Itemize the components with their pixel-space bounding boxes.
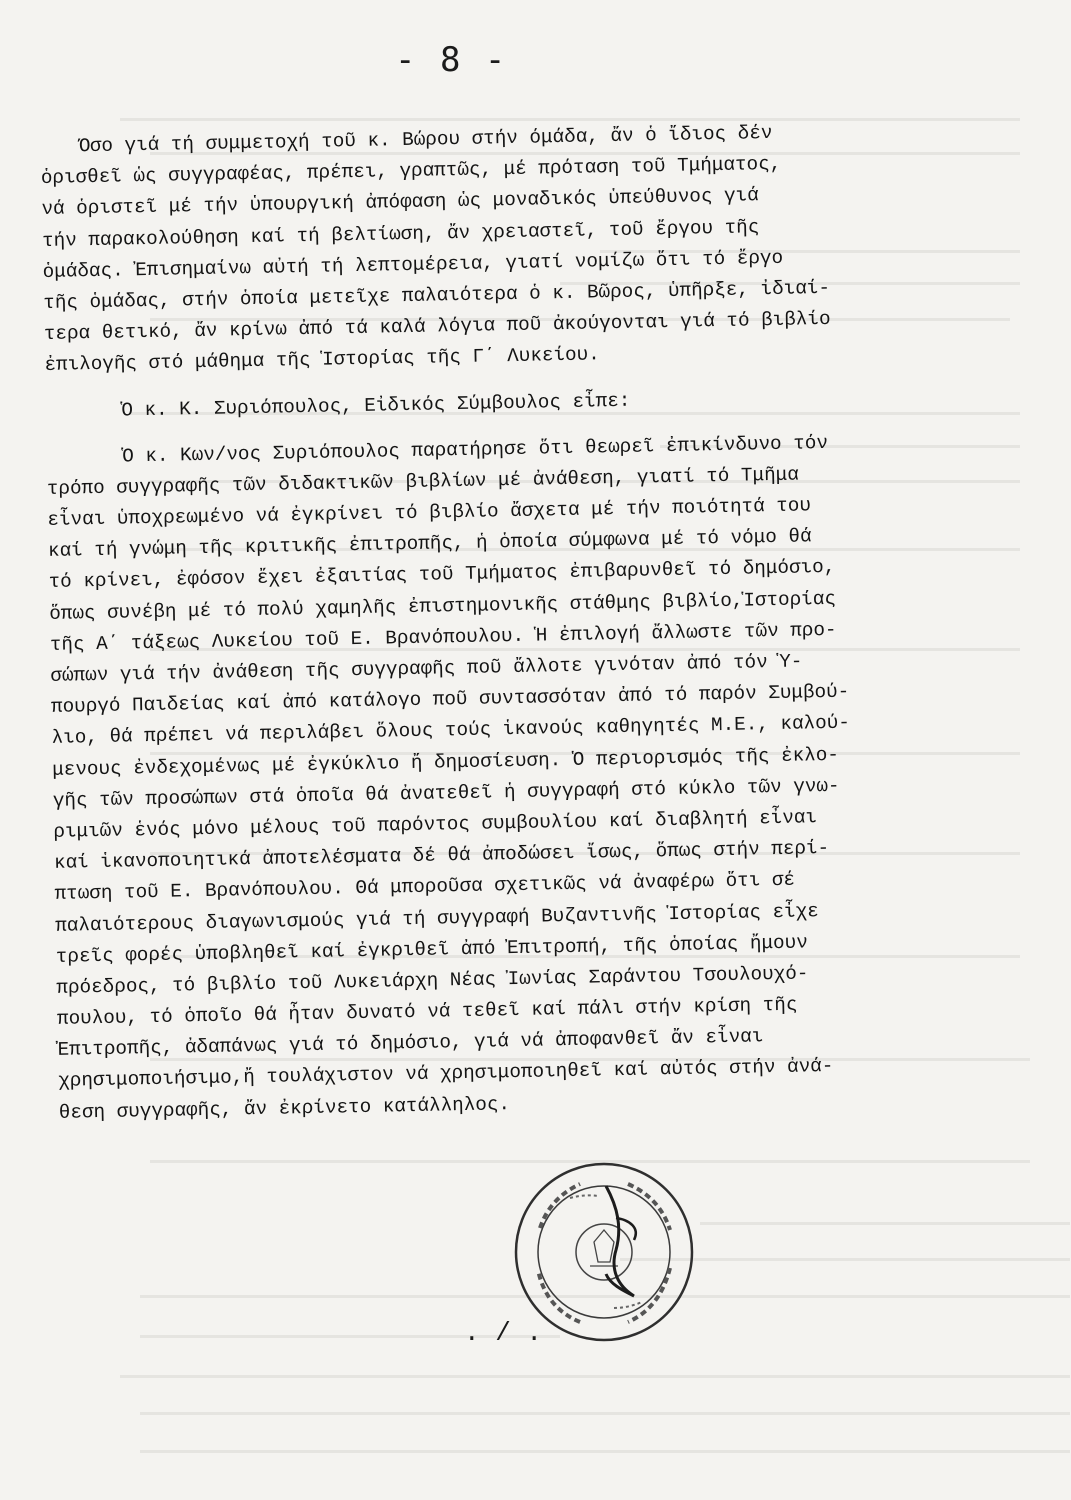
text-line: τερα θετικό, ἄν κρίνω ἀπό τά καλά λόγια ποῦ ἀκούγονται γιά τό βιβλίο bbox=[43, 307, 831, 346]
text-line: εἶναι ὑποχρεωμένο νά ἐγκρίνει τό βιβλίο ἄσχετα μέ τήν ποιότητά του bbox=[47, 494, 812, 531]
text-line: πρόεδρος, τό βιβλίο τοῦ Λυκειάρχη Νέας Ἰωνίας Σαράντου Τσουλουχό- bbox=[56, 962, 809, 999]
text-line: καί ἱκανοποιητικά ἀποτελέσματα δέ θά ἀποδώσει ἴσως, ὅπως στήν περί- bbox=[53, 837, 830, 874]
text-line: τῆς Α΄ τάξεως Λυκείου τοῦ Ε. Βρανόπουλου. Ἡ ἐπιλογή ἄλλωστε τῶν προ- bbox=[49, 618, 837, 656]
text-line: Ὁ κ. Κων/νος Συριόπουλος παρατήρησε ὅτι θεωρεῖ ἐπικίνδυνο τόν bbox=[122, 431, 829, 468]
text-line: τῆς ὁμάδας, στήν ὁποία μετεῖχε παλαιότερα ὁ κ. Βῶρος, ὑπῆρξε, ἰδιαί- bbox=[43, 276, 831, 314]
typed-body-text bbox=[40, 113, 1069, 1129]
text-line: τρόπο συγγραφῆς τῶν διδακτικῶν βιβλίων μέ ἀνάθεση, γιατί τό Τμῆμα bbox=[46, 463, 800, 500]
text-line: θεση συγγραφῆς, ἄν ἐκρίνετο κατάλληλος. bbox=[58, 1092, 511, 1124]
page-number: - 8 - bbox=[395, 40, 508, 80]
text-line: νά ὁριστεῖ μέ τήν ὑπουργική ἀπόφαση ὡς μοναδικός ὑπεύθυνος γιά bbox=[41, 184, 759, 221]
text-line: σώπων γιά τήν ἀνάθεση τῆς συγγραφῆς ποῦ ἄλλοτε γινόταν ἀπό τόν Ὑ- bbox=[50, 650, 803, 687]
text-line: χρησιμοποιήσιμο,ἤ τουλάχιστον νά χρησιμοποιηθεῖ καί αὐτός στήν ἀνά- bbox=[58, 1055, 834, 1093]
text-line: Ἐπιτροπῆς, ἀδαπάνως γιά τό δημόσιο, γιά νά ἀποφανθεῖ ἄν εἶναι bbox=[57, 1025, 764, 1062]
text-line: πουργό Παιδείας καί ἀπό κατάλογο ποῦ συντασσόταν ἀπό τό παρόν Συμβού- bbox=[50, 680, 850, 719]
text-line: τρεῖς φορές ὑποβληθεῖ καί ἐγκριθεῖ ἀπό Ἐπιτροπή, τῆς ὁποίας ἤμουν bbox=[55, 931, 808, 968]
text-line: ὅπως συνέβη μέ τό πολύ χαμηλῆς ἐπιστημονικῆς στάθμης βιβλίο,Ἱστορίας bbox=[49, 587, 837, 625]
text-line: Ὁ κ. Κ. Συριόπουλος, Εἰδικός Σύμβουλος εἶπε: bbox=[121, 389, 631, 421]
end-of-text-mark: . / . bbox=[464, 1318, 543, 1348]
text-line: ὁρισθεῖ ὡς συγγραφέας, πρέπει, γραπτῶς, μέ πρόταση τοῦ Τμήματος, bbox=[40, 152, 782, 190]
text-line: τό κρίνει, ἐφόσον ἔχει ἐξαιτίας τοῦ Τμήματος ἐπιβαρυνθεῖ τό δημόσιο, bbox=[48, 556, 836, 594]
text-line: τήν παρακολούθηση καί τή βελτίωση, ἄν χρειαστεῖ, τοῦ ἔργου τῆς bbox=[41, 215, 760, 252]
text-line: γῆς τῶν προσώπων στά ὁποῖα θά ἀνατεθεῖ ἡ συγγραφή στό κύκλο τῶν γνω- bbox=[52, 774, 840, 812]
text-line: ἐπιλογῆς στό μάθημα τῆς Ἱστορίας τῆς Γ΄ Λυκείου. bbox=[44, 343, 600, 377]
text-line: πουλου, τό ὁποῖο θά ἦταν δυνατό νά τεθεῖ καί πάλι στήν κρίση τῆς bbox=[56, 993, 798, 1030]
text-line: μενους ἐνδεχομένως μέ ἐγκύκλιο ἤ δημοσίευση. Ὁ περιορισμός τῆς ἐκλο- bbox=[52, 743, 840, 781]
text-line: Όσο γιά τή συμμετοχή τοῦ κ. Βώρου στήν όμάδα, ἄν ὁ ἴδιος δέν bbox=[78, 121, 773, 158]
text-line: ὁμάδας. Ἐπισημαίνω αὐτή τή λεπτομέρεια, γιατί νομίζω ὅτι τό ἔργο bbox=[42, 246, 784, 283]
text-line: πτωση τοῦ Ε. Βρανόπουλου. Θά μποροῦσα σχετικῶς νά ἀναφέρω ὅτι σέ bbox=[54, 868, 796, 906]
text-line: καί τή γνώμη τῆς κριτικῆς ἐπιτροπῆς, ἡ ὁποία σύμφωνα μέ τό νόμο θά bbox=[47, 525, 812, 563]
text-line: παλαιότερους διαγωνισμούς γιά τή συγγραφή Βυζαντινῆς Ἱστορίας εἶχε bbox=[55, 899, 819, 937]
text-line: ριμιῶν ἑνός μόνο μέλους τοῦ παρόντος συμβουλίου καί διαβλητή εἶναι bbox=[53, 806, 818, 843]
text-line: λιο, θά πρέπει νά περιλάβει ὅλους τούς ἱκανούς καθηγητές Μ.Ε., καλού- bbox=[51, 711, 851, 750]
